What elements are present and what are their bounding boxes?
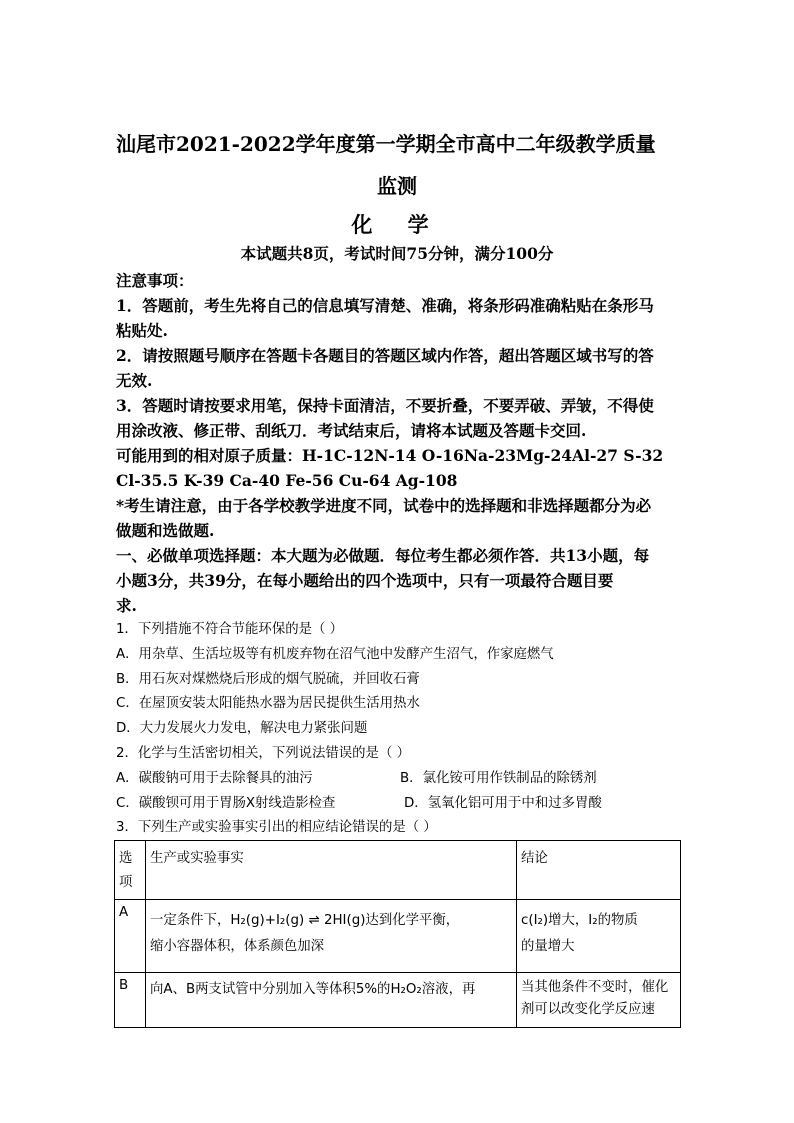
q2-option-a: A．碳酸钠可用于去除餐具的油污 [116, 771, 313, 786]
notes-line: 用涂改液、修正带、刮纸刀．考试结束后，请将本试题及答题卡交回. [116, 421, 587, 440]
notes-line: *考生请注意，由于各学校教学进度不同，试卷中的选择题和非选择题都分为必 [116, 496, 652, 515]
row-option: A [115, 900, 146, 973]
conclusion-line: 当其他条件不变时，催化 [521, 980, 669, 995]
notes-heading: 注意事项： [116, 271, 194, 290]
q1-stem: 1．下列措施不符合节能环保的是（ ） [116, 622, 344, 637]
conclusion-line: c(I₂)增大，I₂的物质 [521, 913, 638, 928]
q2-option-c: C．碳酸钡可用于胃肠X射线造影检查 [116, 796, 336, 811]
notes-line: 3．答题时请按要求用笔，保持卡面清洁，不要折叠，不要弄破、弄皱，不得使 [116, 396, 654, 415]
q2-option-b: B．氯化铵可用作铁制品的除锈剂 [400, 771, 597, 786]
q2-stem: 2．化学与生活密切相关，下列说法错误的是（ ） [116, 746, 410, 761]
fact-line: 缩小容器体积，体系颜色加深 [150, 939, 325, 954]
q1-option-a: A．用杂草、生活垃圾等有机废弃物在沼气池中发酵产生沼气，作家庭燃气 [116, 647, 554, 662]
header-option: 选项 [115, 841, 146, 900]
section1-instruction: 求. [116, 596, 137, 615]
notes-line: 做题和选做题. [116, 521, 215, 540]
conclusion-line: 剂可以改变化学反应速 [521, 1002, 655, 1017]
exam-info: 本试题共8页，考试时间75分钟，满分100分 [240, 244, 554, 263]
notes-line: 2．请按照题号顺序在答题卡各题目的答题区域内作答，超出答题区域书写的答 [116, 346, 654, 365]
header-fact: 生产或实验事实 [146, 841, 517, 900]
row-conclusion [517, 900, 681, 973]
conclusion-line: 的量增大 [521, 939, 575, 954]
fact-line: 一定条件下，H₂(g)+I₂(g) ⇌ 2HI(g)达到化学平衡， [150, 913, 460, 928]
notes-line: 无效. [116, 371, 153, 390]
notes-line: 粘贴处. [116, 321, 168, 340]
row-option: B [115, 973, 146, 1028]
exam-title-line2: 监测 [377, 174, 417, 198]
header-conclusion: 结论 [517, 841, 681, 900]
table-row [115, 973, 681, 1028]
notes-line: 1．答题前，考生先将自己的信息填写清楚、准确，将条形码准确粘贴在条形马 [116, 296, 654, 315]
q3-stem: 3．下列生产或实验事实引出的相应结论错误的是（ ） [116, 820, 437, 835]
q1-option-c: C．在屋顶安装太阳能热水器为居民提供生活用热水 [116, 696, 420, 711]
table-row [115, 900, 681, 973]
table-header-row [115, 841, 681, 900]
section1-instruction: 一、必做单项选择题：本大题为必做题．每位考生都必须作答．共13小题，每 [116, 546, 650, 565]
section1-instruction: 小题3分，共39分，在每小题给出的四个选项中，只有一项最符合题目要 [116, 571, 614, 590]
atomic-mass-line: Cl-35.5 K-39 Ca-40 Fe-56 Cu-64 Ag-108 [116, 471, 458, 490]
row-conclusion [517, 973, 681, 1028]
q1-option-d: D．大力发展火力发电，解决电力紧张问题 [116, 721, 368, 736]
q1-option-b: B．用石灰对煤燃烧后形成的烟气脱硫，并回收石膏 [116, 672, 420, 687]
row-fact [146, 973, 517, 1028]
fact-line: 向A、B两支试管中分别加入等体积5%的H₂O₂溶液，再 [150, 982, 476, 997]
subject-title: 化 学 [351, 212, 443, 237]
q3-table [114, 840, 681, 1028]
row-fact [146, 900, 517, 973]
exam-title-line1: 汕尾市2021-2022学年度第一学期全市高中二年级教学质量 [116, 132, 656, 156]
q2-option-d: D．氢氧化铝可用于中和过多胃酸 [404, 796, 602, 811]
atomic-mass-line: 可能用到的相对原子质量：H-1C-12N-14 O-16Na-23Mg-24Al-27 S-32 [116, 446, 664, 465]
